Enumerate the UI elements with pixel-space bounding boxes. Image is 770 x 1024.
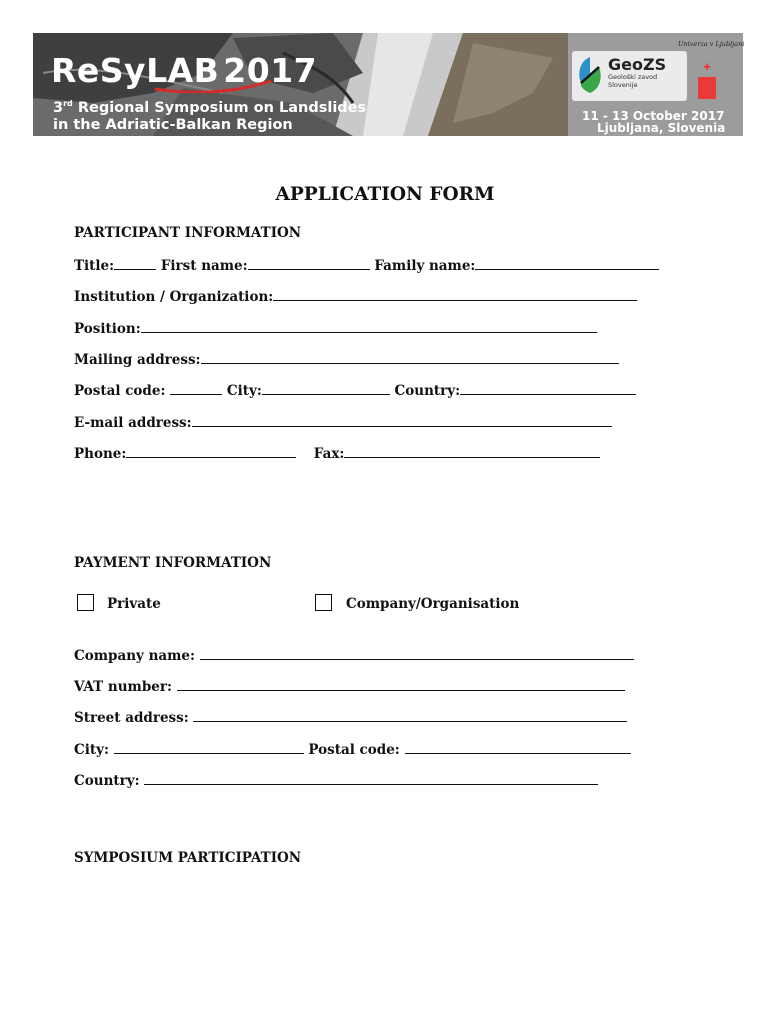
- form-title: APPLICATION FORM: [275, 184, 495, 205]
- phone-field[interactable]: [126, 445, 296, 458]
- university-script-logo: Univerza v Ljubljani: [678, 40, 745, 48]
- banner-year: 2017: [223, 51, 318, 90]
- company-name-field[interactable]: [200, 647, 634, 660]
- mailing-label: Mailing address:: [74, 352, 201, 368]
- fax-field[interactable]: [344, 445, 600, 458]
- participant-heading: PARTICIPANT INFORMATION: [74, 225, 302, 241]
- vat-row: [74, 678, 625, 695]
- email-row: [74, 414, 612, 431]
- private-label: Private: [107, 596, 161, 612]
- mailing-row: [74, 351, 619, 368]
- payment-postal-field[interactable]: [405, 741, 631, 754]
- title-field[interactable]: [114, 257, 156, 270]
- street-row: [74, 709, 627, 726]
- geozs-logo-sub: Geološki zavod Slovenije: [608, 73, 658, 89]
- city-field[interactable]: [262, 382, 390, 395]
- street-field[interactable]: [193, 709, 627, 722]
- payment-city-postal-row: [74, 741, 631, 758]
- street-label: Street address:: [74, 710, 189, 726]
- title-label: Title:: [74, 258, 115, 274]
- position-row: [74, 320, 597, 337]
- vat-label: VAT number:: [74, 679, 172, 695]
- subtitle-rest: Regional Symposium on Landslides: [72, 99, 367, 116]
- position-label: Position:: [74, 321, 141, 337]
- postal-label: Postal code:: [74, 383, 166, 399]
- payment-country-label: Country:: [74, 773, 140, 789]
- position-field[interactable]: [141, 320, 597, 333]
- subtitle-sup: rd: [63, 99, 73, 108]
- country-field[interactable]: [460, 382, 636, 395]
- first-name-label: First name:: [160, 258, 248, 274]
- faculty-crest-icon: ✚: [703, 63, 711, 73]
- event-dates: 11 - 13 October 2017: [582, 109, 725, 123]
- private-checkbox[interactable]: [77, 594, 94, 611]
- institution-label: Institution / Organization:: [74, 289, 274, 305]
- postal-city-country-row: [74, 382, 636, 399]
- institution-field[interactable]: [273, 288, 637, 301]
- mailing-field[interactable]: [201, 351, 619, 364]
- faculty-logo: [698, 77, 716, 99]
- event-location: Ljubljana, Slovenia: [597, 121, 726, 135]
- email-field[interactable]: [192, 414, 612, 427]
- company-name-row: [74, 647, 634, 664]
- family-name-label: Family name:: [374, 258, 476, 274]
- institution-row: [74, 288, 637, 305]
- payment-country-row: [74, 772, 598, 789]
- payment-postal-label: Postal code:: [308, 742, 400, 758]
- family-name-field[interactable]: [475, 257, 659, 270]
- banner-subtitle-line1: [53, 99, 366, 116]
- subtitle-ordinal: 3: [53, 99, 64, 116]
- geozs-emblem-icon: [575, 55, 605, 95]
- phone-fax-row: [74, 445, 600, 462]
- banner-subtitle-line2: in the Adriatic-Balkan Region: [53, 117, 293, 133]
- symposium-heading: SYMPOSIUM PARTICIPATION: [74, 850, 302, 866]
- banner-swoosh-icon: [153, 79, 273, 93]
- phone-label: Phone:: [74, 446, 127, 462]
- company-option-label: Company/Organisation: [346, 596, 520, 612]
- company-checkbox[interactable]: [315, 594, 332, 611]
- payment-country-field[interactable]: [144, 772, 598, 785]
- banner-title-text: ReSyLAB: [51, 51, 220, 90]
- postal-field[interactable]: [170, 382, 222, 395]
- first-name-field[interactable]: [248, 257, 370, 270]
- fax-label: Fax:: [313, 446, 345, 462]
- name-row: [74, 257, 659, 274]
- payment-heading: PAYMENT INFORMATION: [74, 555, 272, 571]
- company-name-label: Company name:: [74, 648, 195, 664]
- email-label: E-mail address:: [74, 415, 192, 431]
- country-label: Country:: [394, 383, 461, 399]
- city-label: City:: [226, 383, 262, 399]
- payment-city-field[interactable]: [114, 741, 304, 754]
- geozs-logo-name: GeoZS: [608, 55, 667, 74]
- vat-field[interactable]: [177, 678, 625, 691]
- payment-city-label: City:: [74, 742, 109, 758]
